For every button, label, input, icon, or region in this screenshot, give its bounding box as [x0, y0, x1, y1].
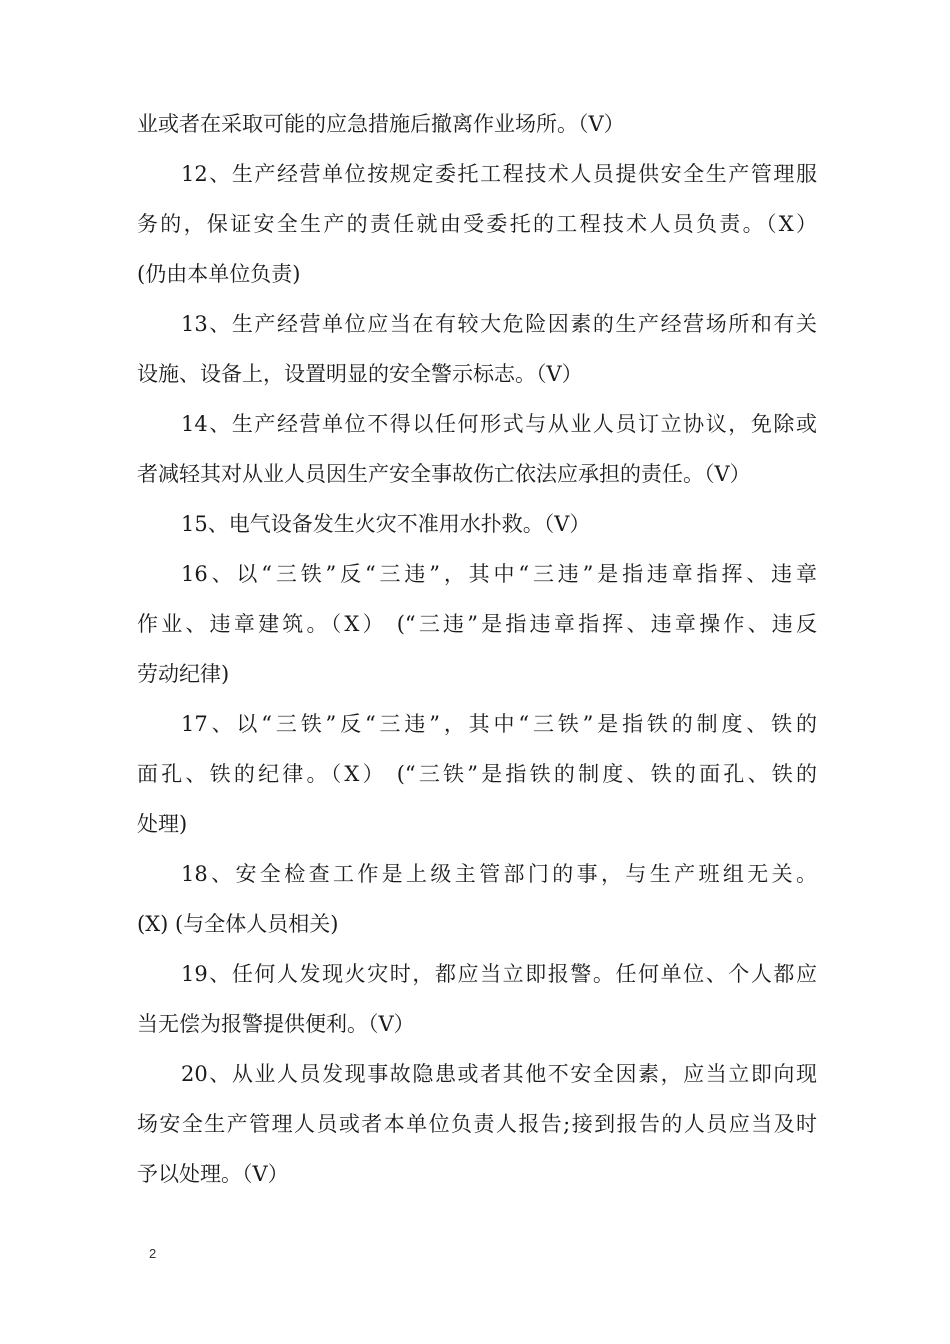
text-line: (X) (与全体人员相关) — [137, 912, 339, 936]
text-line: 者减轻其对从业人员因生产安全事故伤亡依法应承担的责任。（V） — [137, 462, 751, 486]
text-line: 处理) — [137, 812, 188, 836]
document-body — [137, 99, 817, 1199]
text-line: 务的，保证安全生产的责任就由受委托的工程技术人员负责。（X） — [137, 212, 817, 236]
text-line: 予以处理。（V） — [137, 1162, 289, 1186]
text-line: 业或者在采取可能的应急措施后撤离作业场所。（V） — [137, 112, 625, 136]
text-line: 面孔、铁的纪律。（X） (“三铁”是指铁的制度、铁的面孔、铁的 — [137, 762, 817, 786]
text-line: 19、任何人发现火灾时，都应当立即报警。任何单位、个人都应 — [181, 962, 817, 986]
text-line: 20、从业人员发现事故隐患或者其他不安全因素，应当立即向现 — [181, 1062, 817, 1086]
text-line: 18、安全检查工作是上级主管部门的事，与生产班组无关。 — [181, 862, 817, 886]
text-line: 17、以“三铁”反“三违”，其中“三铁”是指铁的制度、铁的 — [181, 712, 817, 736]
text-line: 14、生产经营单位不得以任何形式与从业人员订立协议，免除或 — [181, 412, 817, 436]
text-line: 作业、违章建筑。（X） (“三违”是指违章指挥、违章操作、违反 — [137, 612, 817, 636]
text-line: 12、生产经营单位按规定委托工程技术人员提供安全生产管理服 — [181, 162, 817, 186]
text-line: 15、电气设备发生火灾不准用水扑救。（V） — [181, 512, 591, 536]
text-line: 劳动纪律) — [137, 662, 230, 686]
text-line: 场安全生产管理人员或者本单位负责人报告;接到报告的人员应当及时 — [137, 1112, 817, 1136]
text-line: 设施、设备上，设置明显的安全警示标志。（V） — [137, 362, 583, 386]
page-number: 2 — [149, 1246, 157, 1261]
text-line: 当无偿为报警提供便利。（V） — [137, 1012, 415, 1036]
text-line: (仍由本单位负责) — [137, 262, 301, 286]
text-line: 13、生产经营单位应当在有较大危险因素的生产经营场所和有关 — [181, 312, 817, 336]
text-line: 16、以“三铁”反“三违”，其中“三违”是指违章指挥、违章 — [181, 562, 817, 586]
